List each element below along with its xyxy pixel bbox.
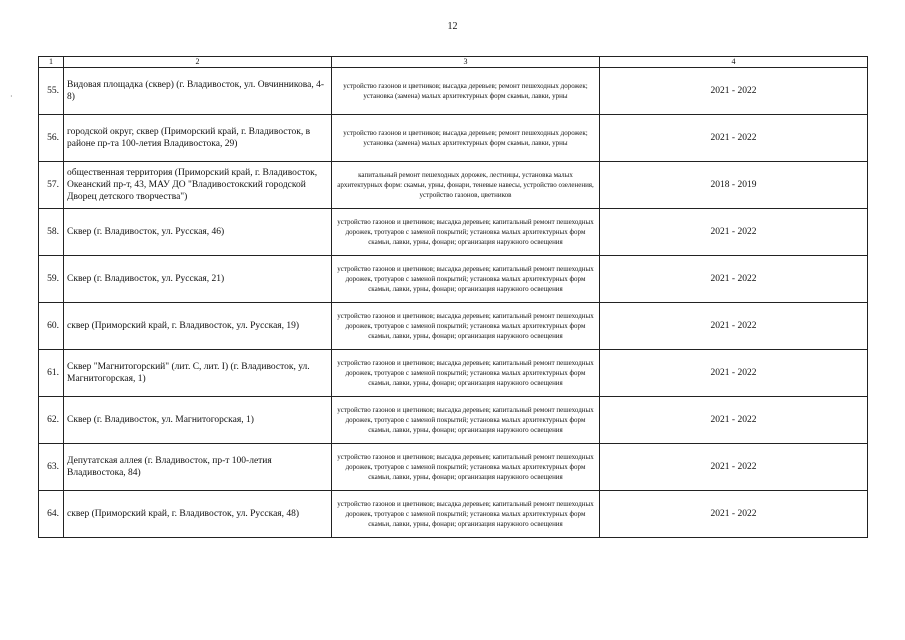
- page-number: 12: [447, 21, 458, 32]
- table-row: [39, 68, 868, 115]
- column-2-header: 2: [64, 57, 332, 68]
- table-row: [39, 444, 868, 491]
- work-description: устройство газонов и цветников; высадка деревьев; капитальный ремонт пешеходных дорожек, тротуаров с заменой покрытий; установка малых архитектурных форм скамьи, лавки, урны, фонари; организация наружного освещения: [332, 350, 600, 397]
- work-description: устройство газонов и цветников; высадка деревьев; капитальный ремонт пешеходных дорожек, тротуаров с заменой покрытий; установка малых архитектурных форм скамьи, лавки, урны, фонари; организация наружного освещения: [332, 256, 600, 303]
- territory-name: Депутатская аллея (г. Владивосток, пр-т 100-летия Владивостока, 84): [64, 444, 332, 491]
- period: 2021 - 2022: [600, 68, 868, 115]
- table-row: [39, 256, 868, 303]
- territory-name: Сквер (г. Владивосток, ул. Русская, 46): [64, 209, 332, 256]
- period: 2021 - 2022: [600, 350, 868, 397]
- period: 2021 - 2022: [600, 115, 868, 162]
- territory-name: общественная территория (Приморский край, г. Владивосток, Океанский пр-т, 43, МАУ ДО "Владивостокский городской Дворец детского творчества"): [64, 162, 332, 209]
- row-number: 59.: [39, 256, 64, 303]
- margin-mark: ·: [10, 92, 13, 101]
- document-table: [38, 56, 868, 538]
- period: 2021 - 2022: [600, 303, 868, 350]
- work-description: капитальный ремонт пешеходных дорожек, лестницы, установка малых архитектурных форм: скамьи, урны, фонари, теневые навесы, устройство озеленения, устройство газонов, цветников: [332, 162, 600, 209]
- table-row: [39, 209, 868, 256]
- territory-name: Видовая площадка (сквер) (г. Владивосток, ул. Овчинникова, 4-8): [64, 68, 332, 115]
- column-1-header: 1: [39, 57, 64, 68]
- table-row: [39, 303, 868, 350]
- work-description: устройство газонов и цветников; высадка деревьев; капитальный ремонт пешеходных дорожек, тротуаров с заменой покрытий; установка малых архитектурных форм скамьи, лавки, урны, фонари; организация наружного освещения: [332, 444, 600, 491]
- column-number-row: [39, 57, 868, 68]
- period: 2021 - 2022: [600, 491, 868, 538]
- row-number: 64.: [39, 491, 64, 538]
- work-description: устройство газонов и цветников; высадка деревьев; капитальный ремонт пешеходных дорожек, тротуаров с заменой покрытий; установка малых архитектурных форм скамьи, лавки, урны, фонари; организация наружного освещения: [332, 397, 600, 444]
- row-number: 61.: [39, 350, 64, 397]
- row-number: 58.: [39, 209, 64, 256]
- work-description: устройство газонов и цветников; высадка деревьев; капитальный ремонт пешеходных дорожек, тротуаров с заменой покрытий; установка малых архитектурных форм скамьи, лавки, урны, фонари; организация наружного освещения: [332, 209, 600, 256]
- column-3-header: 3: [332, 57, 600, 68]
- work-description: устройство газонов и цветников; высадка деревьев; ремонт пешеходных дорожек; установка (замена) малых архитектурных форм скамьи, лавки, урны: [332, 68, 600, 115]
- territory-name: Сквер (г. Владивосток, ул. Магнитогорская, 1): [64, 397, 332, 444]
- row-number: 57.: [39, 162, 64, 209]
- row-number: 55.: [39, 68, 64, 115]
- territory-name: сквер (Приморский край, г. Владивосток, ул. Русская, 19): [64, 303, 332, 350]
- row-number: 62.: [39, 397, 64, 444]
- period: 2021 - 2022: [600, 256, 868, 303]
- territory-name: Сквер (г. Владивосток, ул. Русская, 21): [64, 256, 332, 303]
- table-row: [39, 350, 868, 397]
- work-description: устройство газонов и цветников; высадка деревьев; ремонт пешеходных дорожек; установка (замена) малых архитектурных форм скамьи, лавки, урны: [332, 115, 600, 162]
- work-description: устройство газонов и цветников; высадка деревьев; капитальный ремонт пешеходных дорожек, тротуаров с заменой покрытий; установка малых архитектурных форм скамьи, лавки, урны, фонари; организация наружного освещения: [332, 303, 600, 350]
- row-number: 56.: [39, 115, 64, 162]
- row-number: 60.: [39, 303, 64, 350]
- work-description: устройство газонов и цветников; высадка деревьев; капитальный ремонт пешеходных дорожек, тротуаров с заменой покрытий; установка малых архитектурных форм скамьи, лавки, урны, фонари; организация наружного освещения: [332, 491, 600, 538]
- column-4-header: 4: [600, 57, 868, 68]
- territory-name: Сквер "Магнитогорский" (лит. С, лит. I) (г. Владивосток, ул. Магнитогорская, 1): [64, 350, 332, 397]
- period: 2021 - 2022: [600, 397, 868, 444]
- period: 2018 - 2019: [600, 162, 868, 209]
- period: 2021 - 2022: [600, 209, 868, 256]
- table-row: [39, 491, 868, 538]
- territory-name: городской округ, сквер (Приморский край, г. Владивосток, в районе пр-та 100-летия Владивостока, 29): [64, 115, 332, 162]
- row-number: 63.: [39, 444, 64, 491]
- territory-name: сквер (Приморский край, г. Владивосток, ул. Русская, 48): [64, 491, 332, 538]
- table-row: [39, 397, 868, 444]
- table-row: [39, 162, 868, 209]
- period: 2021 - 2022: [600, 444, 868, 491]
- table-row: [39, 115, 868, 162]
